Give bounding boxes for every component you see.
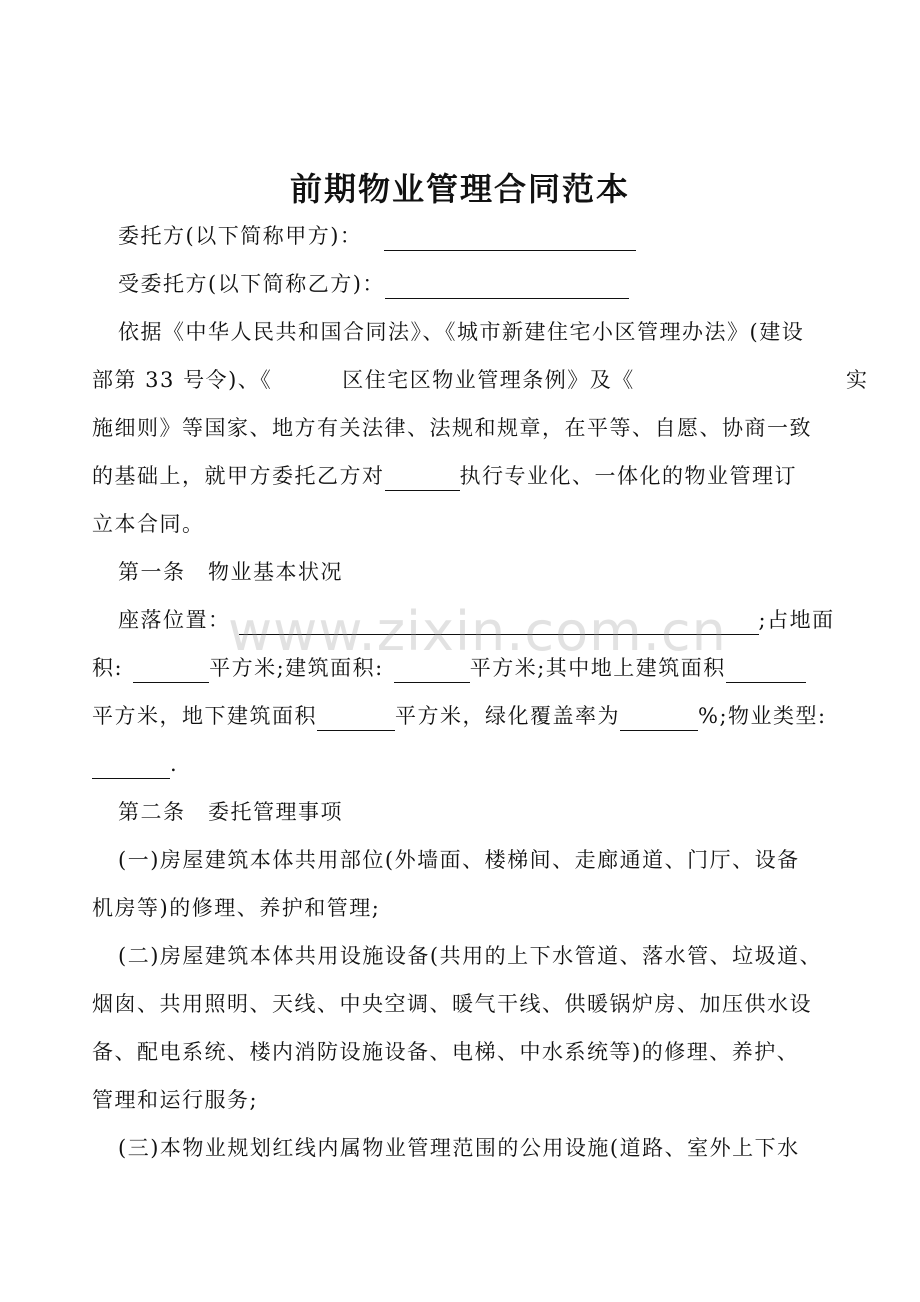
intro-line-4a: 的基础上，就甲方委托乙方对 [92,464,385,488]
area-label-c: 平方米;其中地上建筑面积 [469,656,726,680]
property-type-label: %;物业类型: [698,704,827,728]
client-label: 委托方(以下简称甲方)： [118,224,363,248]
intro-line-1: 依据《中华人民共和国合同法》、《城市新建住宅小区管理办法》(建设 [118,320,805,344]
intro-line-5: 立本合同。 [92,512,205,536]
property-type-blank[interactable] [92,756,170,779]
underground-area-blank[interactable] [317,708,395,731]
green-rate-blank[interactable] [620,708,698,731]
item-2-line-2: 烟囱、共用照明、天线、中央空调、暖气干线、供暖锅炉房、加压供水设 [92,992,812,1016]
item-2-line-1: (二)房屋建筑本体共用设施设备(共用的上下水管道、落水管、垃圾道、 [118,944,823,968]
client-name-blank[interactable] [384,228,636,251]
article-2-heading: 第二条 委托管理事项 [118,800,343,824]
land-area-label: ;占地面 [758,608,835,632]
item-2-line-4: 管理和运行服务; [92,1088,259,1112]
intro-line-2a: 部第 33 号令)、《 [92,368,273,392]
intro-line-2b: 区住宅区物业管理条例》及《 [342,368,635,392]
property-type-end: . [170,752,179,776]
item-1-line-1: (一)房屋建筑本体共用部位(外墙面、楼梯间、走廊通道、门厅、设备 [118,848,800,872]
intro-line-4b: 执行专业化、一体化的物业管理订 [459,464,797,488]
area-label-e: 平方米，绿化覆盖率为 [395,704,620,728]
watermark: www.zixin.com.cn [228,600,727,663]
contractor-label: 受委托方(以下简称乙方)： [118,272,385,296]
intro-line-2-end: 实 [846,368,867,392]
contractor-name-blank[interactable] [385,276,629,299]
intro-line-4 [92,461,872,491]
intro-line-2 [92,365,872,395]
area-label-a: 积: [92,656,124,680]
area-label-b: 平方米;建筑面积: [209,656,384,680]
area-label-d: 平方米，地下建筑面积 [92,704,317,728]
area-line-2 [92,701,872,731]
above-ground-area-blank[interactable] [726,660,806,683]
building-area-blank[interactable] [394,660,470,683]
document-title: 前期物业管理合同范本 [289,170,630,208]
intro-line-3: 施细则》等国家、地方有关法律、法规和规章，在平等、自愿、协商一致 [92,416,812,440]
item-2-line-3: 备、配电系统、楼内消防设施设备、电梯、中水系统等)的修理、养护、 [92,1040,800,1064]
client-line [118,221,898,251]
item-1-line-2: 机房等)的修理、养护和管理; [92,896,381,920]
property-type-line [92,749,872,779]
location-label: 座落位置： [118,608,231,632]
property-name-blank[interactable] [385,468,460,491]
contractor-line [118,269,898,299]
article-1-heading: 第一条 物业基本状况 [118,560,343,584]
item-3-line-1: (三)本物业规划红线内属物业管理范围的公用设施(道路、室外上下水 [118,1136,800,1160]
land-area-blank[interactable] [133,660,209,683]
